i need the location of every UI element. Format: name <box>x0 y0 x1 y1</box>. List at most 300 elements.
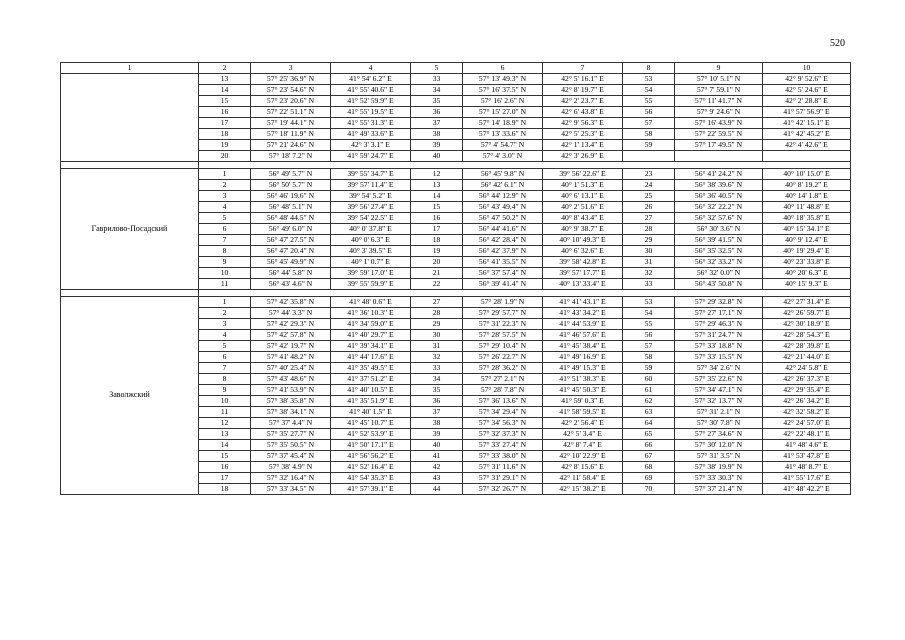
table-cell: 41° 49' 16.9" E <box>543 352 623 363</box>
table-cell: 57° 31' 29.1" N <box>463 473 543 484</box>
table-cell: 56° 41' 24.2" N <box>675 169 763 180</box>
table-cell: 42 <box>411 462 463 473</box>
gap-cell <box>199 290 851 297</box>
table-cell: 41° 54' 35.3" E <box>331 473 411 484</box>
table-cell: 57° 36' 13.6" N <box>463 396 543 407</box>
table-cell: 32 <box>411 352 463 363</box>
table-cell: 56° 38' 39.6" N <box>675 180 763 191</box>
table-cell: 57° 14' 18.9" N <box>463 118 543 129</box>
table-cell: 38 <box>411 129 463 140</box>
table-cell: 40° 9' 12.4" E <box>763 235 851 246</box>
table-cell: 66 <box>623 440 675 451</box>
table-cell: 27 <box>411 297 463 308</box>
table-cell: 6 <box>199 352 251 363</box>
table-cell: 54 <box>623 308 675 319</box>
table-cell: 57° 31' 3.5" N <box>675 451 763 462</box>
table-cell: 31 <box>411 341 463 352</box>
table-cell: 42° 24' 5.8" E <box>763 363 851 374</box>
table-cell: 24 <box>623 180 675 191</box>
table-cell: 57° 28' 36.2" N <box>463 363 543 374</box>
table-cell: 42° 5' 24.6" E <box>763 85 851 96</box>
table-cell: 5 <box>199 213 251 224</box>
table-cell: 40° 8' 43.4" E <box>543 213 623 224</box>
table-cell: 39° 57' 17.7" E <box>543 268 623 279</box>
table-cell: 19 <box>411 246 463 257</box>
table-cell: 56° 48' 44.5" N <box>251 213 331 224</box>
table-cell: 57° 42' 35.8" N <box>251 297 331 308</box>
table-cell: 9 <box>199 257 251 268</box>
table-cell: 57° 16' 37.5" N <box>463 85 543 96</box>
table-cell: 57° 9' 24.6" N <box>675 107 763 118</box>
table-cell: 39° 55' 59.9" E <box>331 279 411 290</box>
table-cell: 39° 59' 17.0" E <box>331 268 411 279</box>
table-cell: 41° 52' 59.9" E <box>331 96 411 107</box>
table-cell: 62 <box>623 396 675 407</box>
table-cell: 53 <box>623 297 675 308</box>
table-cell: 7 <box>199 363 251 374</box>
table-cell: 39° 56' 27.4" E <box>331 202 411 213</box>
table-cell: 64 <box>623 418 675 429</box>
table-cell: 57° 30' 12.0" N <box>675 440 763 451</box>
table-cell: 57° 35' 22.6" N <box>675 374 763 385</box>
table-cell: 26 <box>623 202 675 213</box>
table-cell: 25 <box>623 191 675 202</box>
table-cell: 57° 34' 29.4" N <box>463 407 543 418</box>
table-cell: 57° 11' 41.7" N <box>675 96 763 107</box>
table-cell: 40° 10' 49.3" E <box>543 235 623 246</box>
table-cell: 57 <box>623 341 675 352</box>
table-cell: 57° 32' 26.7" N <box>463 484 543 495</box>
table-cell: 57° 35' 27.7" N <box>251 429 331 440</box>
table-cell: 42° 1' 13.4" E <box>543 140 623 151</box>
table-cell: 40° 13' 33.4" E <box>543 279 623 290</box>
table-cell: 56° 48' 5.1" N <box>251 202 331 213</box>
table-cell: 41° 57' 56.9" E <box>763 107 851 118</box>
gap-cell <box>199 162 851 169</box>
table-row <box>61 74 851 85</box>
table-cell: 42° 28' 39.8" E <box>763 341 851 352</box>
table-cell: 57° 29' 46.3" N <box>675 319 763 330</box>
header-cell: 1 <box>61 63 199 74</box>
table-cell: 40° 6' 13.1" E <box>543 191 623 202</box>
table-cell: 13 <box>199 429 251 440</box>
table-cell: 20 <box>411 257 463 268</box>
table-cell: 40° 14' 1.8" E <box>763 191 851 202</box>
table-cell: 42° 26' 34.2" E <box>763 396 851 407</box>
table-row <box>61 169 851 180</box>
header-cell: 3 <box>251 63 331 74</box>
table-cell: 33 <box>411 363 463 374</box>
table-cell: 56° 43' 50.8" N <box>675 279 763 290</box>
table-cell: 57° 42' 19.7" N <box>251 341 331 352</box>
table-cell: 41° 40' 29.7" E <box>331 330 411 341</box>
table-cell: 41° 40' 1.5" E <box>331 407 411 418</box>
table-cell: 12 <box>199 418 251 429</box>
table-cell: 55 <box>623 319 675 330</box>
table-cell: 40° 15' 34.1" E <box>763 224 851 235</box>
table-cell: 68 <box>623 462 675 473</box>
table-cell: 2 <box>199 308 251 319</box>
table-cell: 57° 27' 2.1" N <box>463 374 543 385</box>
table-cell: 57° 17' 49.5" N <box>675 140 763 151</box>
table-cell: 42° 2' 23.7" E <box>543 96 623 107</box>
table-cell: 56° 41' 35.5" N <box>463 257 543 268</box>
table-cell: 42° 9' 56.3" E <box>543 118 623 129</box>
table-cell: 61 <box>623 385 675 396</box>
table-cell: 57° 7' 59.1" N <box>675 85 763 96</box>
table-cell: 57° 18' 7.2" N <box>251 151 331 162</box>
table-cell: 56 <box>623 330 675 341</box>
table-cell: 42° 2' 28.8" E <box>763 96 851 107</box>
table-cell: 57° 28' 1.9" N <box>463 297 543 308</box>
table-cell: 67 <box>623 451 675 462</box>
table-cell: 41° 55' 17.6" E <box>763 473 851 484</box>
table-cell: 42° 22' 48.1" E <box>763 429 851 440</box>
table-cell: 70 <box>623 484 675 495</box>
table-cell: 29 <box>623 235 675 246</box>
table-cell: 42° 28' 54.3" E <box>763 330 851 341</box>
table-cell: 57° 42' 57.8" N <box>251 330 331 341</box>
table-cell <box>623 151 675 162</box>
table-cell: 56° 47' 27.5" N <box>251 235 331 246</box>
table-cell: 39° 54' 22.5" E <box>331 213 411 224</box>
table-cell: 56° 45' 9.8" N <box>463 169 543 180</box>
table-cell: 57° 42' 29.3" N <box>251 319 331 330</box>
table-cell: 35 <box>411 385 463 396</box>
table-cell: 57° 41' 53.9" N <box>251 385 331 396</box>
table-cell: 56° 32' 22.2" N <box>675 202 763 213</box>
table-cell: 37 <box>411 407 463 418</box>
table-cell: 22 <box>411 279 463 290</box>
table-cell: 42° 3' 3.1" E <box>331 140 411 151</box>
section-gap-row <box>61 290 851 297</box>
table-cell: 41° 48' 42.2" E <box>763 484 851 495</box>
table-cell: 56° 37' 57.4" N <box>463 268 543 279</box>
table-cell: 41° 48' 0.6" E <box>331 297 411 308</box>
table-cell: 41° 42' 15.1" E <box>763 118 851 129</box>
table-cell: 57° 34' 56.3" N <box>463 418 543 429</box>
table-cell: 33 <box>623 279 675 290</box>
table-cell: 40° 0' 37.8" E <box>331 224 411 235</box>
table-cell: 16 <box>199 462 251 473</box>
region-name-cell: Гаврилово-Посадский <box>61 169 199 290</box>
table-cell: 57° 41' 48.2" N <box>251 352 331 363</box>
table-cell: 41° 41' 43.1" E <box>543 297 623 308</box>
table-cell: 42° 8' 15.6" E <box>543 462 623 473</box>
table-cell: 17 <box>411 224 463 235</box>
table-cell: 41° 48' 4.6" E <box>763 440 851 451</box>
table-cell: 14 <box>199 85 251 96</box>
table-cell: 7 <box>199 235 251 246</box>
table-cell: 41° 35' 51.9" E <box>331 396 411 407</box>
table-cell: 41 <box>411 451 463 462</box>
table-cell: 56° 39' 41.4" N <box>463 279 543 290</box>
table-cell: 41° 55' 19.5" E <box>331 107 411 118</box>
table-cell: 31 <box>623 257 675 268</box>
header-cell: 10 <box>763 63 851 74</box>
table-cell: 41° 57' 39.1" E <box>331 484 411 495</box>
table-cell: 56° 45' 49.9" N <box>251 257 331 268</box>
table-cell: 29 <box>411 319 463 330</box>
table-cell: 57° 31' 22.3" N <box>463 319 543 330</box>
table-cell: 65 <box>623 429 675 440</box>
table-cell: 42° 5' 25.3" E <box>543 129 623 140</box>
table-cell: 57° 26' 22.7" N <box>463 352 543 363</box>
table-cell: 42° 15' 38.2" E <box>543 484 623 495</box>
table-cell: 39° 56' 22.6" E <box>543 169 623 180</box>
table-cell: 42° 21' 44.0" E <box>763 352 851 363</box>
table-cell: 11 <box>199 279 251 290</box>
table-cell: 56° 49' 6.0" N <box>251 224 331 235</box>
table-cell: 41° 45' 10.7" E <box>331 418 411 429</box>
table-cell: 42° 30' 18.9" E <box>763 319 851 330</box>
table-cell: 57 <box>623 118 675 129</box>
table-cell: 40° 19' 29.4" E <box>763 246 851 257</box>
table-cell: 39 <box>411 140 463 151</box>
table-cell: 57° 4' 3.0" N <box>463 151 543 162</box>
table-cell: 57° 37' 21.4" N <box>675 484 763 495</box>
table-cell: 53 <box>623 74 675 85</box>
table-cell: 30 <box>411 330 463 341</box>
table-cell: 56° 47' 20.4" N <box>251 246 331 257</box>
table-cell: 57° 38' 19.9" N <box>675 462 763 473</box>
table-cell: 18 <box>199 129 251 140</box>
table-cell: 57° 13' 33.6" N <box>463 129 543 140</box>
table-cell: 57° 29' 10.4" N <box>463 341 543 352</box>
table-cell: 56 <box>623 107 675 118</box>
table-cell: 57° 31' 24.7" N <box>675 330 763 341</box>
table-cell: 56° 39' 41.5" N <box>675 235 763 246</box>
table-cell: 40° 1' 51.3" E <box>543 180 623 191</box>
header-cell: 6 <box>463 63 543 74</box>
table-cell: 41° 49' 15.3" E <box>543 363 623 374</box>
table-cell: 57° 28' 7.8" N <box>463 385 543 396</box>
table-cell: 57° 37' 4.4" N <box>251 418 331 429</box>
table-cell: 57° 33' 15.5" N <box>675 352 763 363</box>
table-cell: 41° 44' 17.6" E <box>331 352 411 363</box>
section-gap-row <box>61 162 851 169</box>
gap-cell <box>61 290 199 297</box>
table-row <box>61 297 851 308</box>
table-cell: 57° 35' 50.5" N <box>251 440 331 451</box>
table-cell: 41° 45' 38.4" E <box>543 341 623 352</box>
table-cell: 56° 32' 0.0" N <box>675 268 763 279</box>
table-cell: 56° 32' 57.6" N <box>675 213 763 224</box>
table-cell: 58 <box>623 352 675 363</box>
table-cell: 40° 15' 9.3" E <box>763 279 851 290</box>
table-cell: 57° 43' 48.6" N <box>251 374 331 385</box>
table-cell: 34 <box>411 374 463 385</box>
table-cell: 56° 32' 33.2" N <box>675 257 763 268</box>
header-cell: 7 <box>543 63 623 74</box>
table-cell: 2 <box>199 180 251 191</box>
table-cell: 42° 26' 59.7" E <box>763 308 851 319</box>
table-cell: 56° 44' 41.6" N <box>463 224 543 235</box>
table-cell: 40° 0' 6.3" E <box>331 235 411 246</box>
table-cell: 40° 1' 0.7" E <box>331 257 411 268</box>
table-cell: 56° 44' 5.8" N <box>251 268 331 279</box>
table-cell: 40 <box>411 440 463 451</box>
table-cell: 57° 29' 57.7" N <box>463 308 543 319</box>
table-cell: 42° 2' 56.4" E <box>543 418 623 429</box>
table-cell: 57° 23' 20.6" N <box>251 96 331 107</box>
table-cell: 42° 3' 26.9" E <box>543 151 623 162</box>
table-cell: 57° 28' 57.5" N <box>463 330 543 341</box>
table-cell: 41° 42' 45.2" E <box>763 129 851 140</box>
table-cell: 41° 55' 31.3" E <box>331 118 411 129</box>
table-cell: 41° 51' 38.3" E <box>543 374 623 385</box>
table-cell: 16 <box>199 107 251 118</box>
table-cell: 69 <box>623 473 675 484</box>
table-cell: 44 <box>411 484 463 495</box>
table-cell: 40° 8' 19.2" E <box>763 180 851 191</box>
table-cell: 42° 8' 7.4" E <box>543 440 623 451</box>
table-cell: 57° 10' 5.1" N <box>675 74 763 85</box>
table-cell: 40° 6' 32.6" E <box>543 246 623 257</box>
table-cell: 42° 4' 42.6" E <box>763 140 851 151</box>
table-cell: 42° 32' 58.2" E <box>763 407 851 418</box>
table-cell: 57° 30' 7.8" N <box>675 418 763 429</box>
table-cell: 56° 43' 49.4" N <box>463 202 543 213</box>
table-cell: 14 <box>199 440 251 451</box>
table-cell: 41° 37' 51.2" E <box>331 374 411 385</box>
table-cell: 56° 50' 5.7" N <box>251 180 331 191</box>
table-cell <box>763 151 851 162</box>
table-cell: 6 <box>199 224 251 235</box>
table-cell: 32 <box>623 268 675 279</box>
table-cell: 56° 44' 12.9" N <box>463 191 543 202</box>
table-cell: 41° 34' 59.0" E <box>331 319 411 330</box>
table-cell: 42° 27' 31.4" E <box>763 297 851 308</box>
table-cell: 42° 5' 3.4" E <box>543 429 623 440</box>
table-cell: 40° 23' 33.8" E <box>763 257 851 268</box>
table-cell: 38 <box>411 418 463 429</box>
table-cell: 16 <box>411 213 463 224</box>
table-cell: 60 <box>623 374 675 385</box>
table-cell: 57° 22' 51.1" N <box>251 107 331 118</box>
table-cell: 40° 3' 39.5" E <box>331 246 411 257</box>
table-cell: 17 <box>199 118 251 129</box>
table-cell: 33 <box>411 74 463 85</box>
table-cell: 3 <box>199 319 251 330</box>
table-cell: 39° 55' 34.7" E <box>331 169 411 180</box>
table-cell: 36 <box>411 107 463 118</box>
table-cell: 57° 32' 13.7" N <box>675 396 763 407</box>
table-cell: 57° 22' 59.5" N <box>675 129 763 140</box>
table-cell: 9 <box>199 385 251 396</box>
table-cell: 55 <box>623 96 675 107</box>
table-cell: 57° 33' 30.3" N <box>675 473 763 484</box>
table-cell: 41° 53' 47.8" E <box>763 451 851 462</box>
table-cell: 15 <box>199 96 251 107</box>
table-cell: 41° 44' 53.9" E <box>543 319 623 330</box>
header-cell: 4 <box>331 63 411 74</box>
table-cell: 5 <box>199 341 251 352</box>
table-cell: 10 <box>199 396 251 407</box>
table-cell: 41° 59' 24.7" E <box>331 151 411 162</box>
table-cell: 57° 21' 24.6" N <box>251 140 331 151</box>
table-cell: 41° 40' 10.5" E <box>331 385 411 396</box>
table-cell: 42° 26' 37.3" E <box>763 374 851 385</box>
table-cell: 15 <box>199 451 251 462</box>
table-cell: 40° 11' 48.8" E <box>763 202 851 213</box>
table-cell: 56° 36' 40.5" N <box>675 191 763 202</box>
table-cell: 41° 55' 40.6" E <box>331 85 411 96</box>
table-cell: 23 <box>623 169 675 180</box>
table-cell: 27 <box>623 213 675 224</box>
table-cell: 10 <box>199 268 251 279</box>
table-cell: 40° 9' 38.7" E <box>543 224 623 235</box>
region-name-cell: Заволжский <box>61 297 199 495</box>
coordinates-table <box>60 62 851 495</box>
table-cell: 8 <box>199 246 251 257</box>
table-cell: 39° 57' 11.4" E <box>331 180 411 191</box>
table-cell: 39° 54' 5.2" E <box>331 191 411 202</box>
table-cell: 30 <box>623 246 675 257</box>
table-cell: 56° 42' 28.4" N <box>463 235 543 246</box>
table-cell: 57° 18' 11.9" N <box>251 129 331 140</box>
table-cell: 15 <box>411 202 463 213</box>
header-cell: 9 <box>675 63 763 74</box>
table-cell: 42° 10' 22.9" E <box>543 451 623 462</box>
table-cell: 39 <box>411 429 463 440</box>
table-cell: 41° 52' 16.4" E <box>331 462 411 473</box>
table-cell: 57° 34' 2.6" N <box>675 363 763 374</box>
table-cell: 57° 16' 2.6" N <box>463 96 543 107</box>
table-cell: 20 <box>199 151 251 162</box>
table-cell: 35 <box>411 96 463 107</box>
table-cell: 42° 29' 35.4" E <box>763 385 851 396</box>
table-cell: 57° 27' 34.6" N <box>675 429 763 440</box>
table-cell: 57° 16' 43.9" N <box>675 118 763 129</box>
table-cell: 57° 15' 27.0" N <box>463 107 543 118</box>
header-cell: 8 <box>623 63 675 74</box>
table-cell: 56° 42' 37.9" N <box>463 246 543 257</box>
table-cell: 42° 6' 43.8" E <box>543 107 623 118</box>
table-cell: 57° 38' 34.1" N <box>251 407 331 418</box>
table-cell: 40° 20' 6.3" E <box>763 268 851 279</box>
table-cell: 18 <box>199 484 251 495</box>
table-cell: 42° 11' 58.4" E <box>543 473 623 484</box>
table-cell: 57° 38' 35.8" N <box>251 396 331 407</box>
table-cell: 41° 59' 0.3" E <box>543 396 623 407</box>
table-cell: 36 <box>411 396 463 407</box>
table-cell: 18 <box>411 235 463 246</box>
table-cell: 41° 43' 34.2" E <box>543 308 623 319</box>
table-cell: 13 <box>199 74 251 85</box>
table-cell: 57° 44' 3.3" N <box>251 308 331 319</box>
table-cell: 41° 49' 33.6" E <box>331 129 411 140</box>
table-cell: 41° 35' 49.5" E <box>331 363 411 374</box>
table-cell: 56° 30' 3.6" N <box>675 224 763 235</box>
table-cell: 21 <box>411 268 463 279</box>
table-cell: 57° 34' 47.1" N <box>675 385 763 396</box>
table-cell: 56° 47' 50.2" N <box>463 213 543 224</box>
table-cell: 57° 25' 36.9" N <box>251 74 331 85</box>
table-cell: 56° 46' 19.6" N <box>251 191 331 202</box>
table-cell: 57° 33' 18.8" N <box>675 341 763 352</box>
table-cell: 40° 2' 51.6" E <box>543 202 623 213</box>
table-cell: 42° 9' 52.6" E <box>763 74 851 85</box>
table-cell: 57° 32' 37.3" N <box>463 429 543 440</box>
table-cell: 14 <box>411 191 463 202</box>
table-cell: 57° 33' 34.5" N <box>251 484 331 495</box>
table-cell: 19 <box>199 140 251 151</box>
table-cell: 17 <box>199 473 251 484</box>
table-cell: 57° 37' 45.4" N <box>251 451 331 462</box>
table-cell: 57° 29' 32.8" N <box>675 297 763 308</box>
table-cell: 63 <box>623 407 675 418</box>
